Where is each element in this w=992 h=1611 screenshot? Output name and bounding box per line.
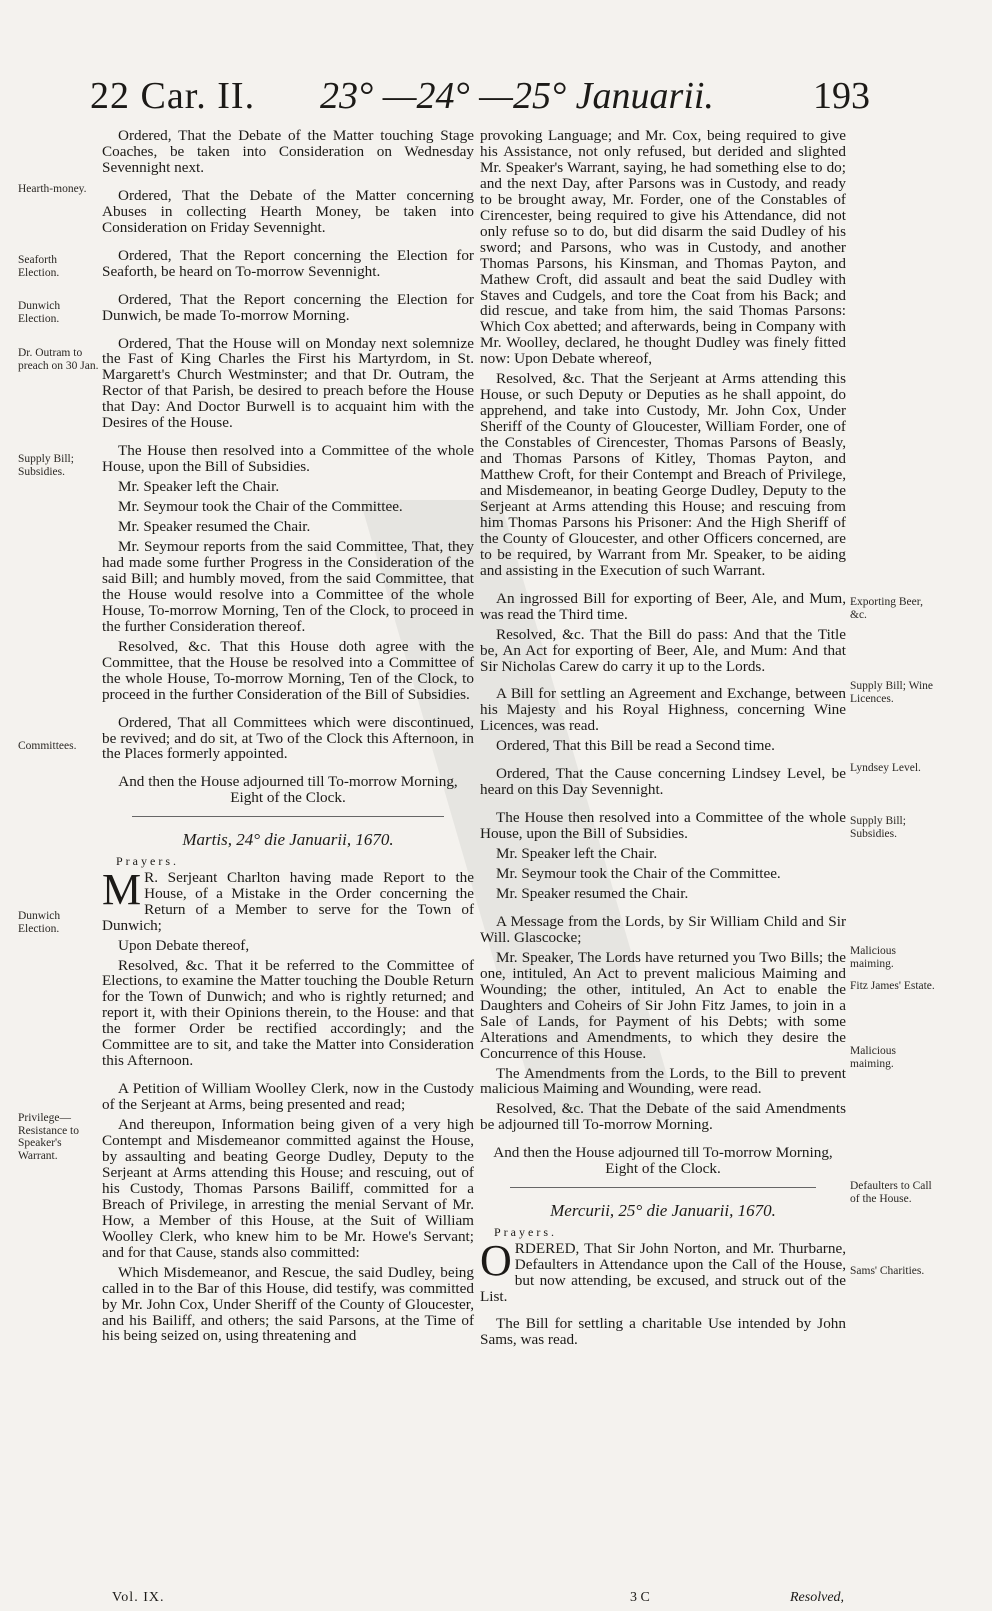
entry-sams-bill: The Bill for settling a charitable Use intended by John Sams, was read.	[480, 1315, 846, 1349]
entry-speaker-left-2: Mr. Speaker left the Chair.	[496, 845, 658, 863]
entry-defaulters-text: RDERED, That Sir John Norton, and Mr. Thurbarne, Defaulters in Attendance upon the Call of the House, but now attending, be excused, and struck out of the List.	[480, 1239, 846, 1305]
entry-seymour-reports: Mr. Seymour reports from the said Committee, That, they had made some further Progress in the Consideration of the said Bill; and humbly moved, from the said Committee, that the House would resolve into a Committee of the whole House, To-morrow Morning, Ten of the Clock, to proceed in the further Consideration thereof.	[102, 538, 474, 635]
entry-charlton-text: R. Serjeant Charlton having made Report to the House, of a Mistake in the Order concerning the Return of a Member to serve for the Town of Dunwich;	[102, 868, 474, 934]
margin-note-exporting: Exporting Beer, &c.	[850, 596, 923, 621]
entry-woolley-petition: A Petition of William Woolley Clerk, now in the Custody of the Serjeant at Arms, being presented and read;	[102, 1080, 474, 1114]
header-regnal-year: 22 Car. II.	[90, 75, 256, 117]
margin-note-lyndsey: Lyndsey Level.	[850, 762, 921, 774]
entry-stage-coaches: Ordered, That the Debate of the Matter touching Stage Coaches, be taken into Consideration on Wednesday Sevennight next.	[102, 127, 474, 176]
entry-committee-subsidies: The House then resolved into a Committee of the whole House, upon the Bill of Subsidies.	[102, 442, 474, 476]
date-heading-mercurii: Mercurii, 25° die Januarii, 1670.	[550, 1201, 776, 1221]
entry-beer-bill: An ingrossed Bill for exporting of Beer, Ale, and Mum, was read the Third time.	[480, 589, 846, 623]
margin-note-seaforth: Seaforth Election.	[18, 254, 60, 279]
entry-committees-revived: Ordered, That all Committees which were discontinued, be revived; and do sit, at Two of the Clock this Afternoon, in the Places formerly appointed.	[102, 713, 474, 763]
entry-lords-bills: Mr. Speaker, The Lords have returned you Two Bills; the one, intituled, An Act to prevent malicious Maiming and Wounding; the other, intituled, An Act to enable the Daughters and Coheirs of Sir John Fitz James, to join in a Sale of Lands, for Payment of his Debts; with some Alterations and Amendments, to which they desire the Concurrence of this House.	[480, 948, 846, 1062]
entry-defaulters	[480, 1235, 846, 1305]
entry-adjourned-2: And then the House adjourned till To-morrow Morning, Eight of the Clock.	[493, 1144, 833, 1178]
margin-note-supply: Supply Bill; Subsidies.	[18, 453, 74, 478]
entry-amendments-read: The Amendments from the Lords, to the Bill to prevent malicious Maiming and Wounding, were read.	[480, 1064, 846, 1098]
entry-hearth-money: Ordered, That the Debate of the Matter concerning Abuses in collecting Hearth Money, be taken into Consideration on Friday Sevennight.	[102, 186, 474, 236]
entry-resolved-elections: Resolved, &c. That it be referred to the Committee of Elections, to examine the Matter touching the Double Return for the Town of Dunwich; and who is rightly returned; and report it, with their Opinions therein, to the House: and that the former Order be rectified accordingly; and the Committee are to sit, and take the Matter into Consideration this Afternoon.	[102, 956, 474, 1070]
header-dates: 23° —24° —25° Januarii.	[320, 75, 714, 117]
entry-fast-martyrdom: Ordered, That the House will on Monday next solemnize the Fast of King Charles the First his Martyrdom, in St. Margarett's Church Westminster; and that Dr. Outram, the Rector of that Parish, be desired to preach before the House that Day: And Doctor Burwell is to acquaint him with the Desires of the House.	[102, 334, 474, 432]
margin-note-defaulters: Defaulters to Call of the House.	[850, 1180, 932, 1205]
entry-adjourned: And then the House adjourned till To-morrow Morning, Eight of the Clock.	[118, 773, 458, 807]
right-column	[480, 128, 846, 1352]
margin-note-committees: Committees.	[18, 740, 77, 752]
entry-seymour-chair: Mr. Seymour took the Chair of the Committee.	[118, 498, 403, 516]
margin-note-dunwich: Dunwich Election.	[18, 300, 61, 325]
margin-note-malicious-2: Malicious maiming.	[850, 1045, 896, 1070]
prayers-label: Prayers.	[116, 854, 179, 869]
entry-charlton-report	[102, 864, 474, 934]
entry-amendments-adjourned: Resolved, &c. That the Debate of the said Amendments be adjourned till To-morrow Morning.	[480, 1100, 846, 1134]
margin-note-hearth: Hearth-money.	[18, 183, 87, 195]
margin-note-wine: Supply Bill; Wine Licences.	[850, 680, 934, 705]
left-column	[102, 128, 474, 1348]
page-header	[90, 74, 870, 134]
entry-speaker-resumed-2: Mr. Speaker resumed the Chair.	[496, 884, 689, 902]
date-heading-martis: Martis, 24° die Januarii, 1670.	[182, 830, 394, 850]
entry-lindsey-level: Ordered, That the Cause concerning Lindsey Level, be heard on this Day Sevennight.	[480, 765, 846, 799]
margin-note-supply-2: Supply Bill; Subsidies.	[850, 815, 906, 840]
entry-dunwich: Ordered, That the Report concerning the Election for Dunwich, be made To-morrow Morning.	[102, 290, 474, 324]
entry-provoking-language: provoking Language; and Mr. Cox, being required to give his Assistance, not only refused, but derided and slighted Mr. Speaker's Warrant, saying, he had something else to do; and the next Day, after Parsons was in Custody, and ready to be brought away, Mr. Forder, one of the Constables of Cirencester, being required to give his Attendance, did not only refuse so to do, but did disarm the said Dudley of his sword; and Parsons, who was in Custody, and another Thomas Parsons, his Kinsman, and Thomas Payton, and Mathew Croft, did assault and beat the said Dudley with Staves and Cudgels, and tore the Coat from his Back; and did rescue, and take from him, the said Thomas Parsons: Which Cox abetted; and afterwards, being in Company with Mr. Woolley, declared, he thought Dudley was finely fitted now: Upon Debate whereof,	[480, 127, 846, 368]
header-page-number: 193	[813, 75, 870, 117]
entry-seaforth: Ordered, That the Report concerning the Election for Seaforth, be heard on To-morrow Sevennight.	[102, 246, 474, 280]
entry-resolved-committee: Resolved, &c. That this House doth agree with the Committee, that the House be resolved into a Committee of the whole House, To-morrow Morning, Ten of the Clock, to proceed in the further Consideration of the Bill of Subsidies.	[102, 637, 474, 703]
drop-capital: M	[102, 864, 142, 914]
entry-upon-debate: Upon Debate thereof,	[118, 936, 250, 954]
drop-capital-2: O	[480, 1235, 512, 1285]
entry-speaker-resumed: Mr. Speaker resumed the Chair.	[118, 518, 311, 536]
margin-note-dunwich-2: Dunwich Election.	[18, 910, 61, 935]
entry-resolved-custody: Resolved, &c. That the Serjeant at Arms attending this House, or such Deputy or Deputies as he shall appoint, do apprehend, and take into Custody, Mr. John Cox, Under Sheriff of the County of Gloucester, William Forder, one of the Constables of Cirencester, Thomas Parsons of Beasly, and Thomas Parsons of Kitley, Thomas Payton, and Matthew Croft, for their Contempt and Breach of Privilege, and Misdemeanor, in beating George Dudley, Deputy to the Serjeant at Arms attending this House; and rescuing from him Thomas Parsons his Prisoner: And the High Sheriff of the County of Gloucester, and other Officers concerned, are to be required, by Warrant from Mr. Speaker, to be aiding and assisting in the Execution of such Warrant.	[480, 370, 846, 579]
entry-information-contempt: And thereupon, Information being given of a very high Contempt and Misdemeanor committed against the House, by assaulting and beating George Dudley, Deputy to the Serjeant at Arms attending this House; and rescuing, out of his Custody, Thomas Parsons Bailiff, committed for a Breach of Privilege, in arresting the menial Servant of Mr. How, a Member of this House, at the Suit of William Woolley Clerk, who knew him to be Mr. Howe's Servant; and for that Cause, stands also committed:	[102, 1116, 474, 1261]
footer-volume: Vol. IX.	[112, 1590, 165, 1605]
margin-note-malicious: Malicious maiming.	[850, 945, 896, 970]
footer-catchword: Resolved,	[790, 1590, 845, 1605]
entry-committee-subsidies-2: The House then resolved into a Committee of the whole House, upon the Bill of Subsidies.	[480, 809, 846, 843]
entry-speaker-left: Mr. Speaker left the Chair.	[118, 478, 280, 496]
entry-beer-resolved: Resolved, &c. That the Bill do pass: And that the Title be, An Act for exporting of Beer, Ale, and Mum: And that Sir Nicholas Carew do carry it up to the Lords.	[480, 625, 846, 675]
entry-seymour-chair-2: Mr. Seymour took the Chair of the Committee.	[496, 865, 781, 883]
prayers-label-2: Prayers.	[494, 1225, 557, 1240]
margin-note-sams: Sams' Charities.	[850, 1265, 925, 1277]
entry-lords-message: A Message from the Lords, by Sir William Child and Sir Will. Glascocke;	[480, 912, 846, 946]
margin-note-outram: Dr. Outram to preach on 30 Jan.	[18, 347, 99, 372]
margin-note-fitz-james: Fitz James' Estate.	[850, 980, 935, 992]
entry-wine-licences: A Bill for settling an Agreement and Exchange, between his Majesty and his Royal Highness, concerning Wine Licences, was read.	[480, 685, 846, 735]
section-divider	[132, 816, 444, 817]
footer-signature: 3 C	[630, 1590, 650, 1605]
entry-misdemeanor-rescue: Which Misdemeanor, and Rescue, the said Dudley, being called in to the Bar of this House, did testify, was committed by Mr. John Cox, Under Sheriff of the County of Gloucester, and his Bailiff, and others; the said Parsons, at the Time of his being seized on, using threatening and	[102, 1263, 474, 1345]
section-divider-2	[510, 1187, 816, 1188]
margin-note-privilege: Privilege—Resistance to Speaker's Warrant.	[18, 1112, 79, 1162]
entry-second-reading: Ordered, That this Bill be read a Second time.	[496, 737, 775, 755]
